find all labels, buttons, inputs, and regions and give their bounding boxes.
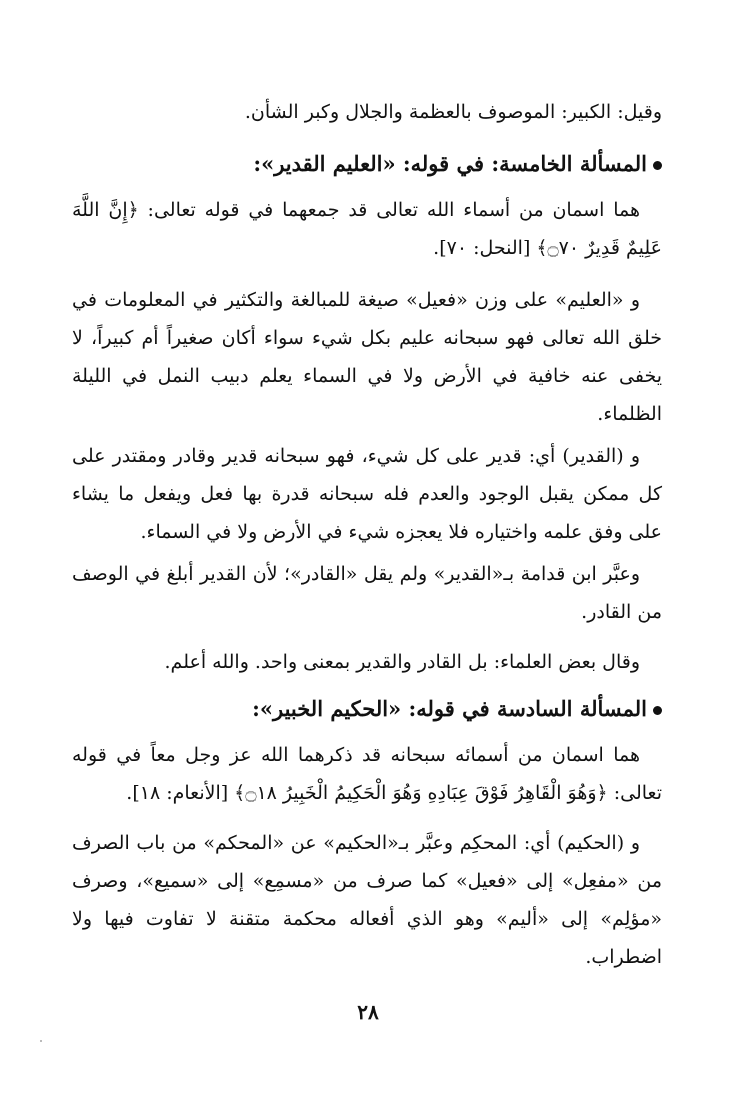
paragraph-alim: و «العليم» على وزن «فعيل» صيغة للمبالغة والتكثير في المعلومات في خلق الله تعالى فهو سبحانه عليم بكل شيء سواء أكان صغيراً أم كبيراً، لا يخفى عنه خافية في الأرض ولا في السماء يعلم دبيب النمل في الليلة الظلماء. [72, 289, 662, 425]
bullet-icon [653, 706, 662, 715]
paragraph-kabir: وقيل: الكبير: الموصوف بالعظمة والجلال وكبر الشأن. [244, 101, 662, 123]
paragraph-ibn-qudama: وعبَّر ابن قدامة بـ«القدير» ولم يقل «القادر»؛ لأن القدير أبلغ في الوصف من القادر. [72, 563, 662, 623]
heading-sixth-text: المسألة السادسة في قوله: «الحكيم الخبير»: [252, 696, 647, 721]
paragraph-qadir: و (القدير) أي: قدير على كل شيء، فهو سبحانه قدير وقادر ومقتدر على كل ممكن يقبل الوجود والعدم فله سبحانه قدرة بها فعل ويفعل ما يشاء على وفق علمه واختياره فلا يعجزه شيء في الأرض ولا في السماء. [72, 445, 662, 543]
bullet-icon [653, 161, 662, 170]
paragraph-alim-qadir-verse: هما اسمان من أسماء الله تعالى قد جمعهما في قوله تعالى: ﴿إِنَّ اللَّهَ عَلِيمٌ قَدِيرٌ ۝٧٠﴾ [النحل: ٧٠]. [72, 199, 662, 259]
heading-sixth-question [72, 690, 662, 728]
paragraph-hakim-khabir-verse: هما اسمان من أسمائه سبحانه قد ذكرهما الله عز وجل معاً في قوله تعالى: ﴿وَهُوَ الْقَاهِرُ فَوْقَ عِبَادِهِ وَهُوَ الْحَكِيمُ الْخَبِيرُ ۝١٨﴾ [الأنعام: ١٨]. [72, 744, 662, 804]
heading-fifth-text: المسألة الخامسة: في قوله: «العليم القدير»: [253, 151, 647, 176]
page-number: ٢٨ [357, 1000, 379, 1024]
paragraph-some-scholars: وقال بعض العلماء: بل القادر والقدير بمعنى واحد. والله أعلم. [164, 651, 640, 673]
scan-speck [40, 1040, 42, 1042]
heading-fifth-question [72, 145, 662, 183]
paragraph-hakim: و (الحكيم) أي: المحكِم وعبَّر بـ«الحكيم» عن «المحكم» من باب الصرف من «مفعِل» إلى «فعيل» كما صرف من «مسمِع» إلى «سميع»، وصرف «مؤلِم» إلى «أليم» وهو الذي أفعاله محكمة متقنة لا تفاوت فيها ولا اضطراب. [72, 832, 662, 968]
